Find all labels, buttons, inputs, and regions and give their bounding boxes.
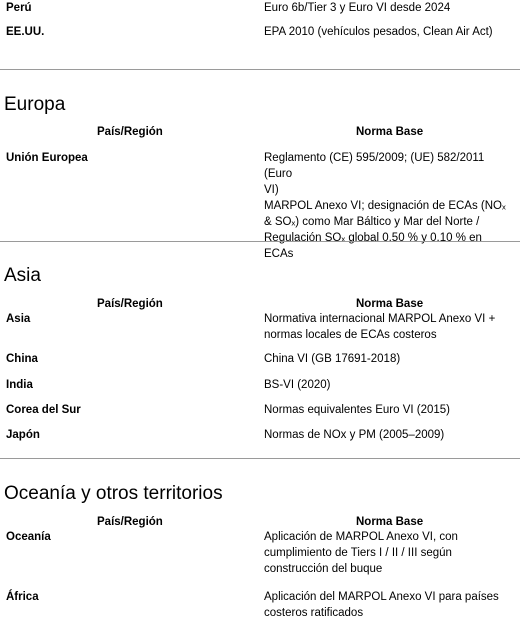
norm-japon: Normas de NOx y PM (2005–2009) bbox=[264, 429, 445, 441]
column-header-region: País/Región bbox=[97, 298, 163, 310]
norm-china: China VI (GB 17691-2018) bbox=[264, 353, 401, 365]
norm-union-europea bbox=[264, 150, 514, 262]
norm-line: MARPOL Anexo VI; designación de ECAs (NOₓ bbox=[264, 200, 506, 212]
section-divider bbox=[0, 458, 520, 459]
column-header-region: País/Región bbox=[97, 126, 163, 138]
norm-line: Aplicación del MARPOL Anexo VI para países bbox=[264, 591, 499, 603]
norm-line: Regulación SOₓ global 0.50 % y 0.10 % en ECAs bbox=[264, 232, 482, 260]
column-header-norm: Norma Base bbox=[356, 298, 424, 310]
country-india: India bbox=[6, 379, 33, 391]
norm-corea-del-sur: Normas equivalentes Euro VI (2015) bbox=[264, 404, 451, 416]
norm-peru: Euro 6b/Tier 3 y Euro VI desde 2024 bbox=[264, 2, 451, 14]
country-corea-del-sur: Corea del Sur bbox=[6, 404, 81, 416]
norm-line: Normativa internacional MARPOL Anexo VI + bbox=[264, 313, 496, 325]
norm-line: construcción del buque bbox=[264, 563, 383, 575]
country-asia: Asia bbox=[6, 313, 31, 325]
norm-africa bbox=[264, 589, 514, 621]
norm-line: normas locales de ECAs costeros bbox=[264, 329, 437, 341]
country-oceania: Oceanía bbox=[6, 531, 51, 543]
norm-line: VI) bbox=[264, 184, 279, 196]
norm-asia bbox=[264, 311, 514, 343]
column-header-norm: Norma Base bbox=[356, 126, 424, 138]
norm-oceania bbox=[264, 529, 514, 577]
norm-line: costeros ratificados bbox=[264, 607, 364, 619]
section-title-oceania: Oceanía y otros territorios bbox=[4, 483, 223, 504]
country-japon: Japón bbox=[6, 429, 40, 441]
norm-usa: EPA 2010 (vehículos pesados, Clean Air Act) bbox=[264, 26, 493, 38]
country-union-europea: Unión Europea bbox=[6, 152, 88, 164]
column-header-norm: Norma Base bbox=[356, 516, 424, 528]
section-divider bbox=[0, 241, 520, 242]
section-title-europa: Europa bbox=[4, 94, 66, 115]
country-peru: Perú bbox=[6, 2, 32, 14]
country-china: China bbox=[6, 353, 38, 365]
country-africa: África bbox=[6, 591, 39, 603]
norm-india: BS-VI (2020) bbox=[264, 379, 331, 391]
norm-line: Reglamento (CE) 595/2009; (UE) 582/2011 (Euro bbox=[264, 152, 485, 180]
country-usa: EE.UU. bbox=[6, 26, 45, 38]
section-divider bbox=[0, 69, 520, 70]
norm-line: Aplicación de MARPOL Anexo VI, con bbox=[264, 531, 458, 543]
norm-line: cumplimiento de Tiers I / II / III según bbox=[264, 547, 452, 559]
section-title-asia: Asia bbox=[4, 265, 41, 286]
column-header-region: País/Región bbox=[97, 516, 163, 528]
norm-line: & SOₓ) como Mar Báltico y Mar del Norte / bbox=[264, 216, 480, 228]
